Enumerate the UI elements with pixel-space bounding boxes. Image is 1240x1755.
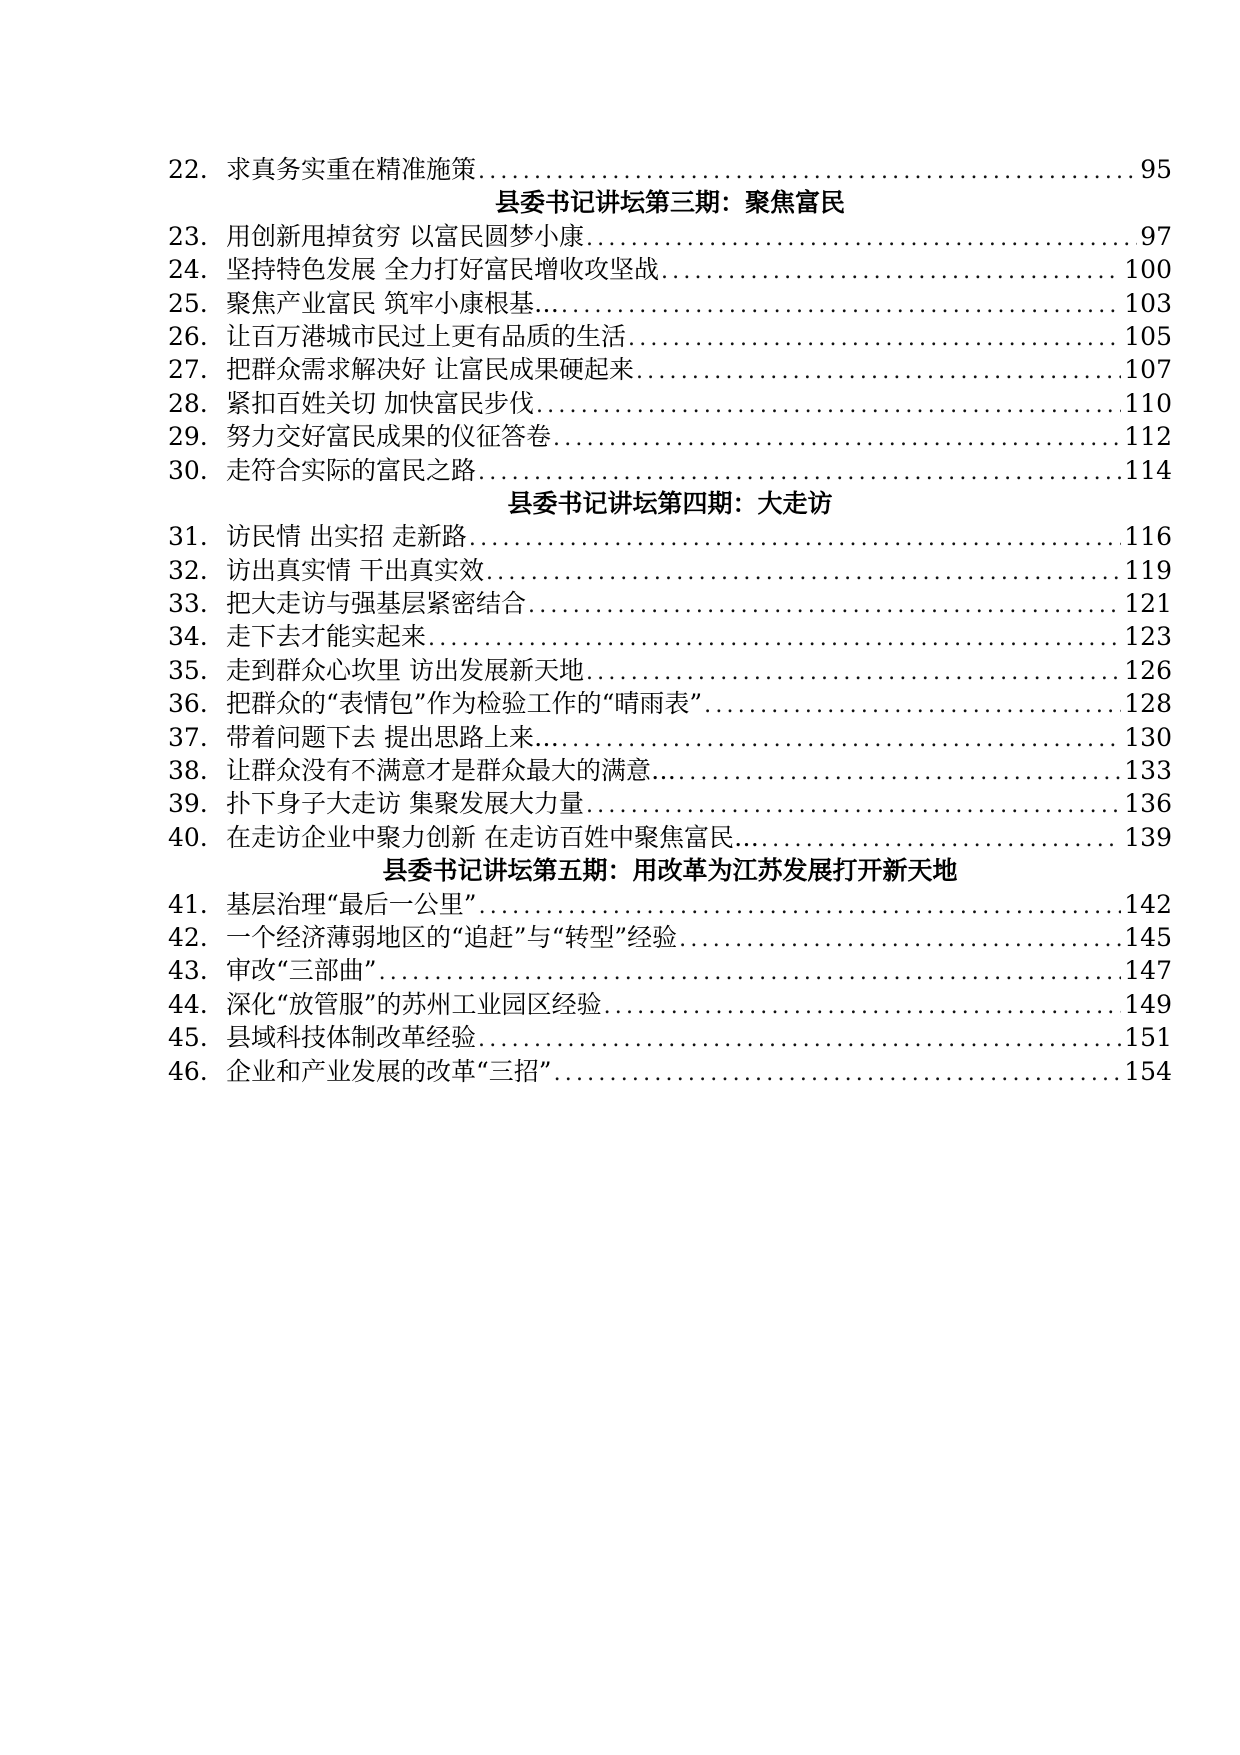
dot-leader (561, 289, 1121, 322)
entry-number: 34. (168, 622, 208, 652)
dot-leader (586, 222, 1137, 255)
dot-leader (586, 656, 1121, 689)
entry-number: 37. (168, 722, 208, 752)
dot-leader (678, 756, 1121, 789)
entry-title: 聚焦产业富民 筑牢小康根基… (226, 288, 559, 318)
toc-entry[interactable] (168, 687, 1172, 720)
dot-leader (679, 923, 1121, 956)
entry-title: 让群众没有不满意才是群众最大的满意… (226, 756, 677, 786)
entry-number: 23. (168, 221, 208, 251)
toc-entry[interactable] (168, 520, 1172, 553)
entry-title: 审改“三部曲” (226, 956, 377, 986)
entry-title: 用创新甩掉贫穷 以富民圆梦小康 (226, 221, 584, 251)
entry-number: 32. (168, 555, 208, 585)
entry-title: 把群众的“表情包”作为检验工作的“晴雨表” (226, 689, 703, 719)
toc-entry[interactable] (168, 320, 1172, 353)
entry-title: 努力交好富民成果的仪征答卷 (226, 422, 552, 452)
entry-page-number: 133 (1124, 756, 1172, 786)
entry-title: 走到群众心坎里 访出发展新天地 (226, 655, 584, 685)
entry-number: 45. (168, 1023, 208, 1053)
entry-number: 27. (168, 355, 208, 385)
entry-title: 紧扣百姓关切 加快富民步伐 (226, 388, 534, 418)
toc-entry[interactable] (168, 821, 1172, 854)
dot-leader (586, 789, 1121, 822)
dot-leader (479, 890, 1122, 923)
entry-page-number: 151 (1124, 1023, 1172, 1053)
entry-page-number: 142 (1124, 889, 1172, 919)
entry-number: 43. (168, 956, 208, 986)
entry-number: 40. (168, 822, 208, 852)
dot-leader (761, 823, 1121, 856)
entry-page-number: 145 (1124, 922, 1172, 952)
toc-entry[interactable] (168, 954, 1172, 987)
entry-title: 访民情 出实招 走新路 (226, 522, 467, 552)
dot-leader (486, 556, 1121, 589)
entry-page-number: 100 (1124, 255, 1172, 285)
entry-title: 在走访企业中聚力创新 在走访百姓中聚焦富民… (226, 822, 759, 852)
entry-page-number: 123 (1124, 622, 1172, 652)
dot-leader (604, 990, 1122, 1023)
toc-entry[interactable] (168, 554, 1172, 587)
dot-leader (536, 389, 1121, 422)
toc-entry[interactable] (168, 220, 1172, 253)
dot-leader (379, 956, 1122, 989)
entry-number: 22. (168, 155, 208, 184)
dot-leader (704, 689, 1121, 722)
section-heading: 县委书记讲坛第五期：用改革为江苏发展打开新天地 (382, 856, 958, 886)
toc-entry[interactable] (168, 587, 1172, 620)
toc-entry[interactable] (168, 287, 1172, 320)
entry-page-number: 110 (1124, 388, 1172, 418)
toc-entry[interactable] (168, 353, 1172, 386)
entry-number: 24. (168, 255, 208, 285)
entry-title: 求真务实重在精准施策 (226, 155, 477, 184)
toc-entry[interactable] (168, 387, 1172, 420)
entry-page-number: 119 (1124, 555, 1172, 585)
entry-title: 扑下身子大走访 集聚发展大力量 (226, 789, 584, 819)
entry-page-number: 103 (1124, 288, 1172, 318)
entry-number: 36. (168, 689, 208, 719)
entry-page-number: 114 (1124, 455, 1172, 485)
entry-number: 38. (168, 756, 208, 786)
toc-entry[interactable] (168, 754, 1172, 787)
entry-number: 26. (168, 321, 208, 351)
entry-page-number: 147 (1124, 956, 1172, 986)
toc-entry[interactable] (168, 988, 1172, 1021)
toc-entry[interactable] (168, 454, 1172, 487)
entry-title: 县域科技体制改革经验 (226, 1023, 477, 1053)
entry-page-number: 136 (1124, 789, 1172, 819)
entry-page-number: 105 (1124, 321, 1172, 351)
toc-entry[interactable] (168, 1021, 1172, 1054)
dot-leader (478, 1023, 1121, 1056)
entry-page-number: 149 (1124, 989, 1172, 1019)
entry-number: 44. (168, 989, 208, 1019)
entry-page-number: 154 (1124, 1056, 1172, 1086)
toc-entry[interactable] (168, 620, 1172, 653)
dot-leader (636, 355, 1121, 388)
entry-title: 企业和产业发展的改革“三招” (226, 1056, 552, 1086)
entry-title: 坚持特色发展 全力打好富民增收攻坚战 (226, 255, 659, 285)
entry-title: 深化“放管服”的苏州工业园区经验 (226, 989, 602, 1019)
entry-page-number: 116 (1124, 522, 1172, 552)
toc-entry[interactable] (168, 253, 1172, 286)
dot-leader (553, 422, 1121, 455)
entry-number: 41. (168, 889, 208, 919)
dot-leader (528, 589, 1121, 622)
dot-leader (469, 522, 1121, 555)
entry-title: 把大走访与强基层紧密结合 (226, 589, 527, 619)
entry-number: 31. (168, 522, 208, 552)
entry-title: 访出真实情 干出真实效 (226, 555, 484, 585)
entry-number: 42. (168, 922, 208, 952)
entry-page-number: 97 (1140, 221, 1172, 251)
entry-number: 29. (168, 422, 208, 452)
dot-leader (554, 1057, 1122, 1090)
dot-leader (428, 622, 1121, 655)
entry-number: 30. (168, 455, 208, 485)
entry-title: 把群众需求解决好 让富民成果硬起来 (226, 355, 634, 385)
dot-leader (561, 723, 1121, 756)
toc-entry[interactable] (168, 654, 1172, 687)
toc-entry[interactable] (168, 153, 1172, 186)
entry-title: 让百万港城市民过上更有品质的生活 (226, 321, 627, 351)
entry-title: 基层治理“最后一公里” (226, 889, 477, 919)
entry-page-number: 130 (1124, 722, 1172, 752)
toc-entry[interactable] (168, 888, 1172, 921)
toc-entry[interactable] (168, 1055, 1172, 1088)
entry-page-number: 95 (1140, 155, 1172, 184)
entry-page-number: 139 (1124, 822, 1172, 852)
dot-leader (661, 255, 1121, 288)
dot-leader (478, 155, 1137, 188)
dot-leader (628, 322, 1121, 355)
section-heading: 县委书记讲坛第四期：大走访 (507, 488, 833, 518)
entry-page-number: 128 (1124, 689, 1172, 719)
entry-number: 25. (168, 288, 208, 318)
entry-title: 带着问题下去 提出思路上来… (226, 722, 559, 752)
toc-entry[interactable] (168, 420, 1172, 453)
entry-number: 46. (168, 1056, 208, 1086)
toc-entry[interactable] (168, 921, 1172, 954)
entry-page-number: 126 (1124, 655, 1172, 685)
entry-number: 39. (168, 789, 208, 819)
entry-page-number: 107 (1124, 355, 1172, 385)
entry-title: 一个经济薄弱地区的“追赶”与“转型”经验 (226, 922, 678, 952)
section-heading: 县委书记讲坛第三期：聚焦富民 (494, 188, 845, 218)
dot-leader (478, 456, 1121, 489)
entry-page-number: 112 (1124, 422, 1172, 452)
table-of-contents (168, 153, 1172, 1088)
entry-title: 走下去才能实起来 (226, 622, 427, 652)
toc-entry[interactable] (168, 787, 1172, 820)
entry-title: 走符合实际的富民之路 (226, 455, 477, 485)
entry-number: 33. (168, 589, 208, 619)
entry-number: 35. (168, 655, 208, 685)
toc-entry[interactable] (168, 721, 1172, 754)
entry-page-number: 121 (1124, 589, 1172, 619)
entry-number: 28. (168, 388, 208, 418)
